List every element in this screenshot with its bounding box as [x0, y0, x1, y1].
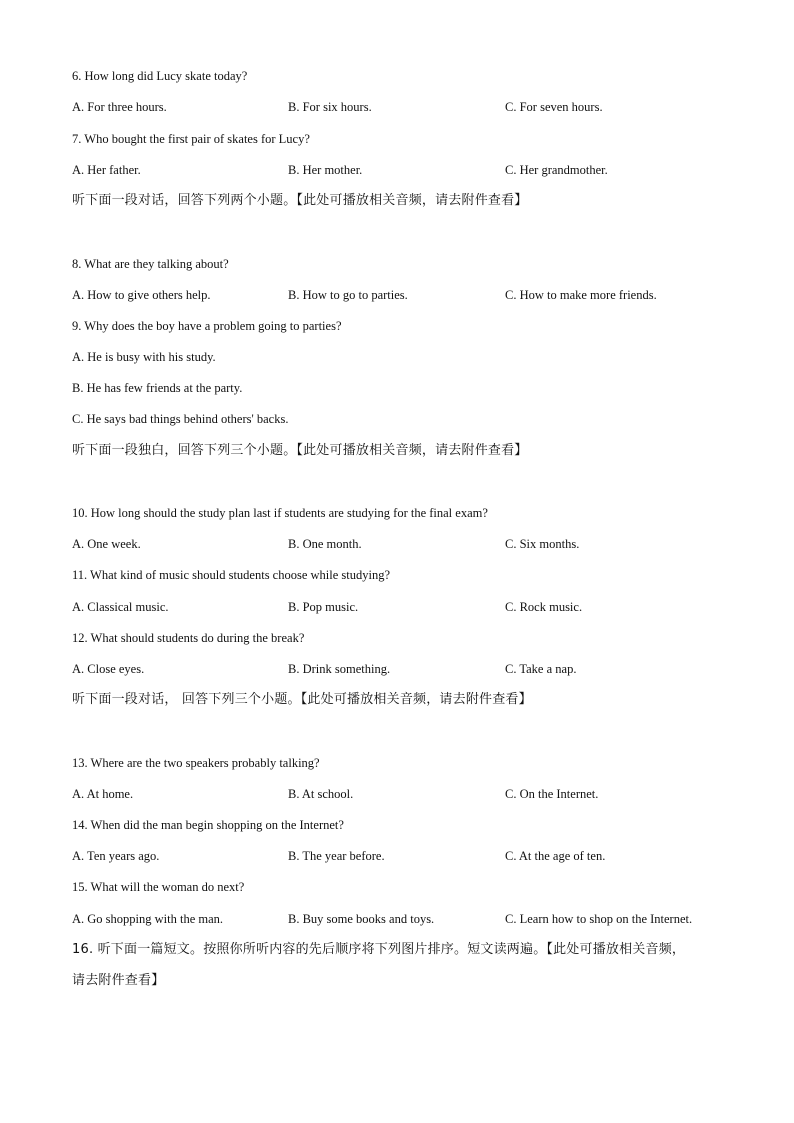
question-10: 10. How long should the study plan last if students are studying for the final exam?	[72, 506, 488, 520]
q7-option-a: A. Her father.	[72, 163, 141, 177]
question-6: 6. How long did Lucy skate today?	[72, 69, 248, 83]
q11-option-b: B. Pop music.	[288, 600, 359, 614]
q6-option-c: C. For seven hours.	[505, 100, 603, 114]
q14-option-a: A. Ten years ago.	[72, 849, 160, 863]
q13-option-b: B. At school.	[288, 787, 354, 801]
q11-option-a: A. Classical music.	[72, 600, 169, 614]
question-9: 9. Why does the boy have a problem going to parties?	[72, 319, 342, 333]
q8-option-c: C. How to make more friends.	[505, 288, 657, 302]
question-11: 11. What kind of music should students choose while studying?	[72, 568, 391, 582]
q12-option-c: C. Take a nap.	[505, 662, 577, 676]
question-14: 14. When did the man begin shopping on the Internet?	[72, 818, 344, 832]
q15-option-c: C. Learn how to shop on the Internet.	[505, 912, 693, 926]
q8-option-a: A. How to give others help.	[72, 288, 211, 302]
question-16: 16. 听下面一篇短文。按照你所听内容的先后顺序将下列图片排序。短文读两遍。【此处可播放相关音频，	[72, 942, 686, 957]
q14-option-c: C. At the age of ten.	[505, 849, 606, 863]
q10-option-a: A. One week.	[72, 537, 141, 551]
q7-option-c: C. Her grandmother.	[505, 163, 608, 177]
q10-option-c: C. Six months.	[505, 537, 580, 551]
q9-option-b: B. He has few friends at the party.	[72, 381, 243, 395]
q14-option-b: B. The year before.	[288, 849, 385, 863]
question-13: 13. Where are the two speakers probably talking?	[72, 756, 320, 770]
listening-instruction-3: 听下面一段对话， 回答下列三个小题。【此处可播放相关音频，请去附件查看】	[72, 692, 532, 707]
question-8: 8. What are they talking about?	[72, 257, 229, 271]
listening-instruction-1: 听下面一段对话，回答下列两个小题。【此处可播放相关音频，请去附件查看】	[72, 193, 528, 208]
q15-option-b: B. Buy some books and toys.	[288, 912, 435, 926]
q6-option-b: B. For six hours.	[288, 100, 372, 114]
q9-option-c: C. He says bad things behind others' backs.	[72, 412, 289, 426]
q15-option-a: A. Go shopping with the man.	[72, 912, 224, 926]
q13-option-c: C. On the Internet.	[505, 787, 599, 801]
q13-option-a: A. At home.	[72, 787, 134, 801]
question-15: 15. What will the woman do next?	[72, 880, 245, 894]
q8-option-b: B. How to go to parties.	[288, 288, 408, 302]
q11-option-c: C. Rock music.	[505, 600, 583, 614]
question-7: 7. Who bought the first pair of skates for Lucy?	[72, 132, 310, 146]
q7-option-b: B. Her mother.	[288, 163, 363, 177]
q9-option-a: A. He is busy with his study.	[72, 350, 216, 364]
q10-option-b: B. One month.	[288, 537, 362, 551]
question-12: 12. What should students do during the break?	[72, 631, 305, 645]
q12-option-a: A. Close eyes.	[72, 662, 145, 676]
question-16-continued: 请去附件查看】	[72, 973, 165, 988]
q12-option-b: B. Drink something.	[288, 662, 391, 676]
listening-instruction-2: 听下面一段独白，回答下列三个小题。【此处可播放相关音频，请去附件查看】	[72, 443, 528, 458]
q6-option-a: A. For three hours.	[72, 100, 167, 114]
